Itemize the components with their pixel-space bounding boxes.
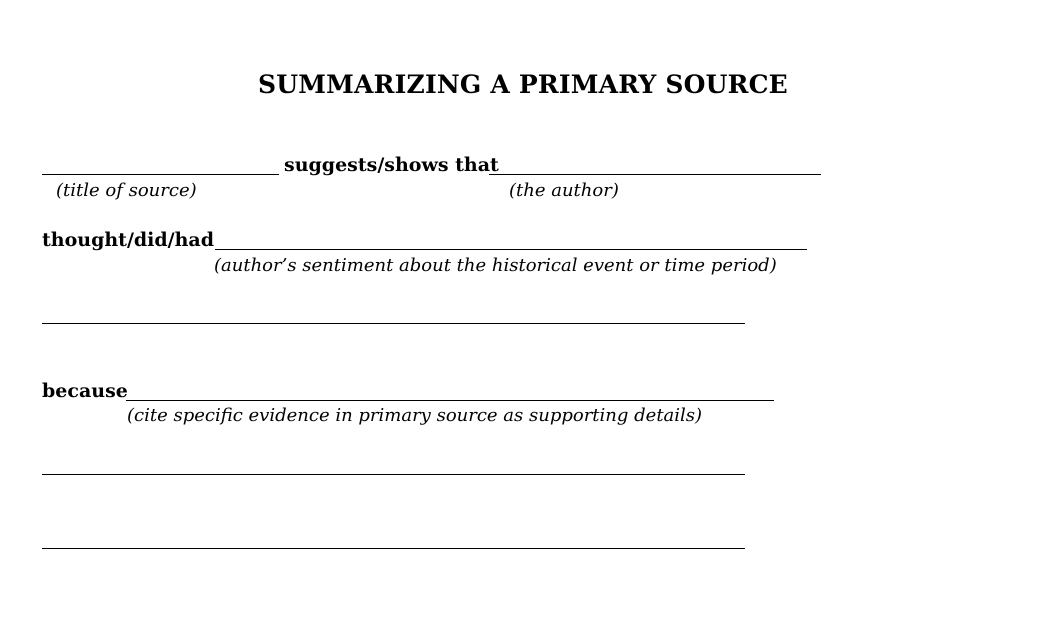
title-of-source-hint: (title of source)	[56, 180, 197, 201]
author-blank[interactable]	[489, 174, 821, 175]
evidence-blank[interactable]	[126, 400, 774, 401]
author-hint: (the author)	[509, 180, 619, 201]
sentiment-blank[interactable]	[215, 249, 807, 250]
evidence-hint: (cite specific evidence in primary source as supporting details)	[127, 405, 703, 426]
because-label: because	[42, 380, 128, 402]
sentiment-continuation-blank[interactable]	[42, 323, 745, 324]
evidence-continuation-blank-1[interactable]	[42, 474, 745, 475]
sentiment-hint: (author’s sentiment about the historical event or time period)	[214, 255, 777, 276]
title-of-source-blank[interactable]	[42, 174, 279, 175]
thought-did-had-label: thought/did/had	[42, 229, 215, 251]
page-title: SUMMARIZING A PRIMARY SOURCE	[258, 70, 788, 99]
suggests-shows-that-label: suggests/shows that	[284, 154, 499, 176]
evidence-continuation-blank-2[interactable]	[42, 548, 745, 549]
